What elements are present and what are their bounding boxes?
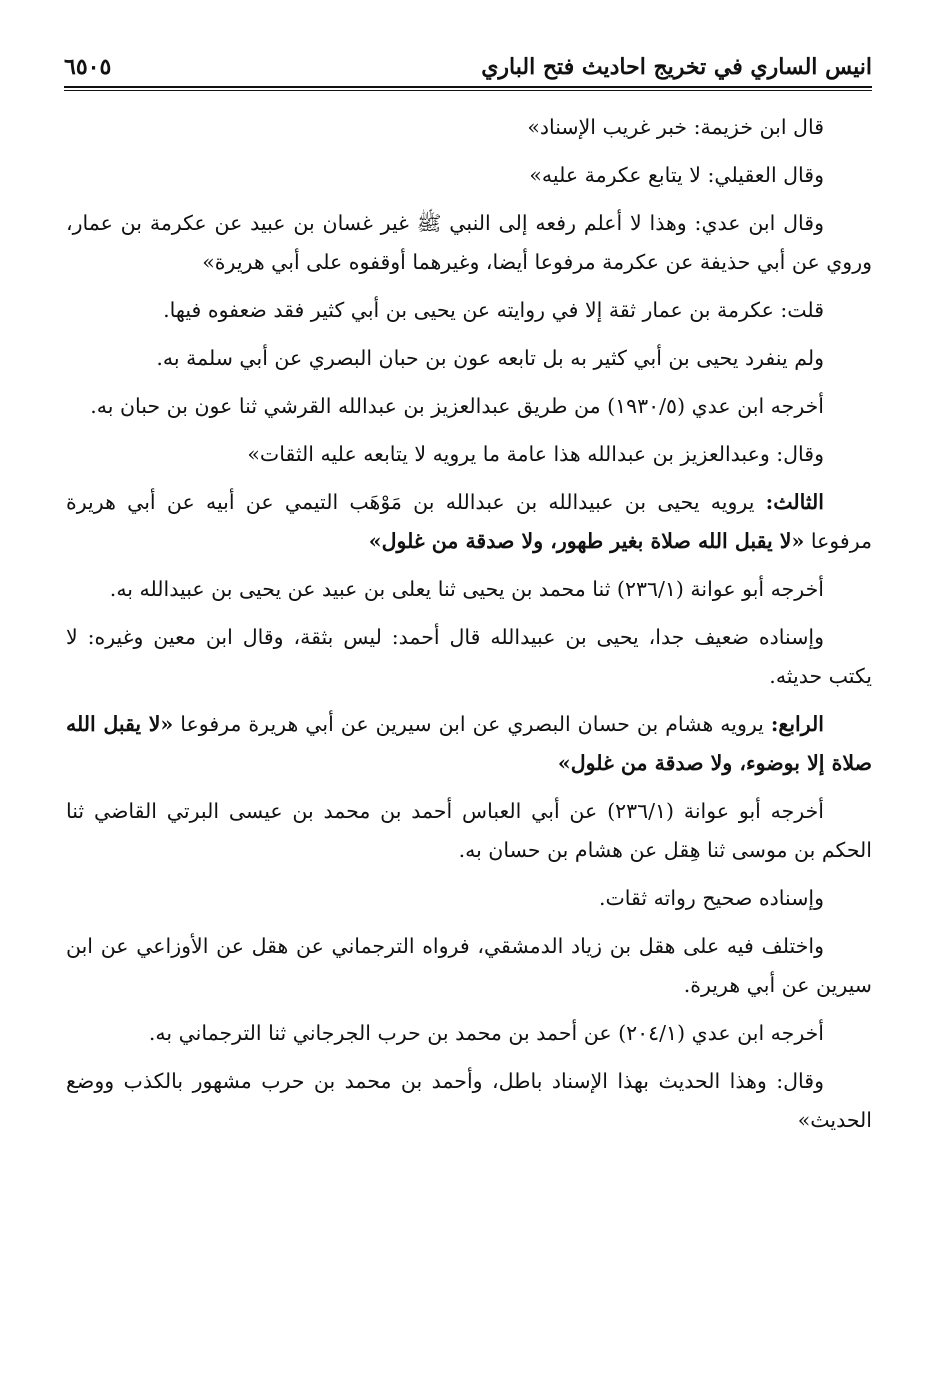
- running-title: انيس الساري في تخريج احاديث فتح الباري: [481, 54, 872, 80]
- paragraph: [66, 705, 872, 783]
- hadith-text: «لا يقبل الله صلاة إلا بوضوء، ولا صدقة من غلول»: [66, 712, 872, 775]
- paragraph-text: أخرجه ابن عدي (١٩٣٠/٥) من طريق عبدالعزيز بن عبدالله القرشي ثنا عون بن حبان به.: [90, 394, 824, 418]
- paragraph: [66, 339, 872, 378]
- paragraph-text: وقال: وهذا الحديث بهذا الإسناد باطل، وأحمد بن محمد بن حرب مشهور بالكذب ووضع الحديث»: [66, 1069, 872, 1132]
- paragraph-text: وإسناده ضعيف جدا، يحيى بن عبيدالله قال أحمد: ليس بثقة، وقال ابن معين وغيره: لا يكتب حديثه.: [66, 625, 872, 688]
- paragraph: [66, 204, 872, 282]
- paragraph-text: وقال ابن عدي: وهذا لا أعلم رفعه إلى النبي ﷺ غير غسان بن عبيد عن عكرمة بن عمار، وروي عن أبي حذيفة عن عكرمة مرفوعا أيضا، وغيرهما أوقفوه على أبي هريرة»: [66, 211, 872, 274]
- paragraph: [66, 387, 872, 426]
- paragraph-text: أخرجه ابن عدي (٢٠٤/١) عن أحمد بن محمد بن حرب الجرجاني ثنا الترجماني به.: [148, 1021, 824, 1045]
- paragraph: [66, 879, 872, 918]
- paragraph: [66, 291, 872, 330]
- paragraph: [66, 618, 872, 696]
- paragraph-text: أخرجه أبو عوانة (٢٣٦/١) عن أبي العباس أحمد بن محمد بن عيسى البرتي القاضي ثنا الحكم بن موسى ثنا هِقل عن هشام بن حسان به.: [66, 799, 872, 862]
- paragraph-text: يرويه هشام بن حسان البصري عن ابن سيرين عن أبي هريرة مرفوعا: [173, 712, 771, 736]
- body-text: [66, 108, 872, 1149]
- paragraph: [66, 108, 872, 147]
- header-rule-thin: [64, 90, 872, 91]
- hadith-text: «لا يقبل الله صلاة بغير طهور، ولا صدقة من غلول»: [368, 529, 805, 553]
- paragraph-text: وقال العقيلي: لا يتابع عكرمة عليه»: [529, 163, 824, 187]
- paragraph: [66, 483, 872, 561]
- paragraph: [66, 435, 872, 474]
- paragraph: [66, 1014, 872, 1053]
- paragraph-text: قلت: عكرمة بن عمار ثقة إلا في روايته عن يحيى بن أبي كثير فقد ضعفوه فيها.: [163, 298, 824, 322]
- paragraph-text: أخرجه أبو عوانة (٢٣٦/١) ثنا محمد بن يحيى ثنا يعلى بن عبيد عن يحيى بن عبيدالله به.: [109, 577, 824, 601]
- paragraph: [66, 927, 872, 1005]
- paragraph: [66, 792, 872, 870]
- section-lead: الثالث:: [765, 490, 824, 514]
- header-rule-thick: [64, 86, 872, 88]
- paragraph-text: يرويه يحيى بن عبيدالله بن عبدالله بن مَوْهَب التيمي عن أبيه عن أبي هريرة مرفوعا: [66, 490, 872, 553]
- paragraph: [66, 1062, 872, 1140]
- paragraph-text: وإسناده صحيح رواته ثقات.: [598, 886, 824, 910]
- paragraph: [66, 156, 872, 195]
- page-number: ٦٥٠٥: [64, 54, 112, 80]
- paragraph-text: قال ابن خزيمة: خبر غريب الإسناد»: [527, 115, 824, 139]
- paragraph-text: ولم ينفرد يحيى بن أبي كثير به بل تابعه عون بن حبان البصري عن أبي سلمة به.: [156, 346, 824, 370]
- section-lead: الرابع:: [770, 712, 824, 736]
- paragraph-text: وقال: وعبدالعزيز بن عبدالله هذا عامة ما يرويه لا يتابعه عليه الثقات»: [247, 442, 824, 466]
- paragraph: [66, 570, 872, 609]
- running-header: [64, 52, 872, 82]
- paragraph-text: واختلف فيه على هقل بن زياد الدمشقي، فرواه الترجماني عن هقل عن الأوزاعي عن ابن سيرين عن أبي هريرة.: [66, 934, 872, 997]
